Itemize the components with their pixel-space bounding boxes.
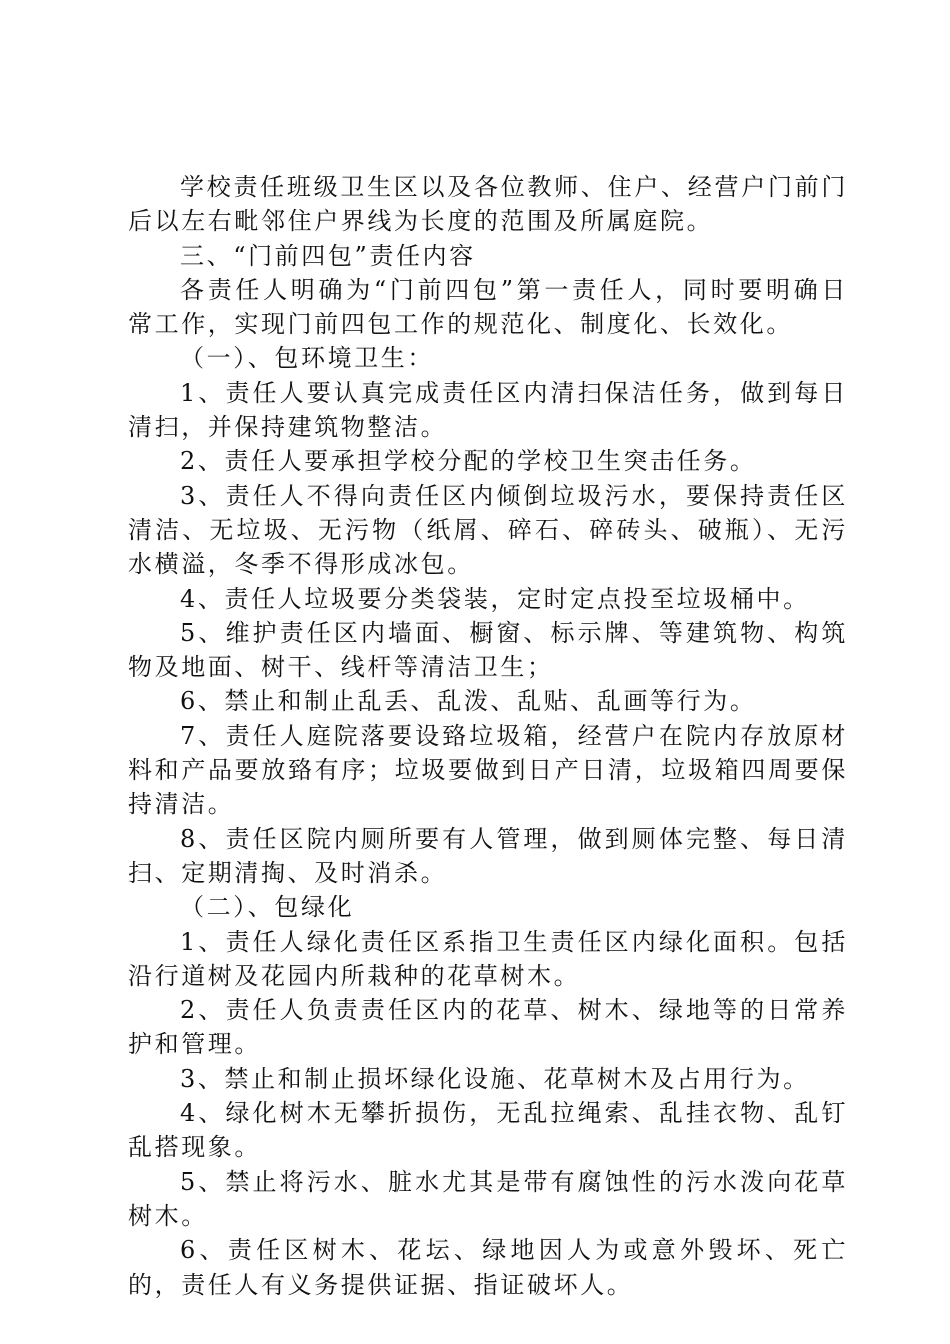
- list-item: 2、责任人负责责任区内的花草、树木、绿地等的日常养护和管理。: [128, 996, 848, 1059]
- list-item: 1、责任人要认真完成责任区内清扫保洁任务，做到每日清扫，并保持建筑物整洁。: [128, 378, 848, 442]
- subsection-heading-2: （二）、包绿化: [180, 893, 355, 922]
- list-item: 3、责任人不得向责任区内倾倒垃圾污水，要保持责任区清洁、无垃圾、无污物（纸屑、碎石、碎砖头、破瓶）、无污水横溢，冬季不得形成冰包。: [128, 481, 848, 579]
- paragraph-intro: 各责任人明确为“门前四包”第一责任人，同时要明确日常工作，实现门前四包工作的规范化、制度化、长效化。: [128, 275, 848, 339]
- subsection-heading-1: （一）、包环境卫生：: [180, 344, 434, 373]
- list-item: 6、禁止和制止乱丢、乱泼、乱贴、乱画等行为。: [180, 687, 757, 716]
- document-body: [128, 170, 848, 1302]
- list-item: 4、绿化树木无攀折损伤，无乱拉绳索、乱挂衣物、乱钉乱搭现象。: [128, 1099, 848, 1162]
- list-item: 3、禁止和制止损坏绿化设施、花草树木及占用行为。: [180, 1064, 810, 1093]
- list-item: 7、责任人庭院落要设臵垃圾箱，经营户在院内存放原材料和产品要放臵有序；垃圾要做到日产日清，垃圾箱四周要保持清洁。: [128, 721, 848, 819]
- list-item: 2、责任人要承担学校分配的学校卫生突击任务。: [180, 447, 757, 476]
- list-item: 1、责任人绿化责任区系指卫生责任区内绿化面积。包括沿行道树及花园内所栽种的花草树木。: [128, 927, 848, 990]
- section-heading-3: 三、“门前四包”责任内容: [180, 241, 476, 270]
- list-item: 5、禁止将污水、脏水尤其是带有腐蚀性的污水泼向花草树木。: [128, 1167, 848, 1230]
- list-item: 6、责任区树木、花坛、绿地因人为或意外毁坏、死亡的，责任人有义务提供证据、指证破坏人。: [128, 1236, 848, 1299]
- list-item: 4、责任人垃圾要分类袋装，定时定点投至垃圾桶中。: [180, 584, 810, 613]
- paragraph-scope: 学校责任班级卫生区以及各位教师、住户、经营户门前门后以左右毗邻住户界线为长度的范围及所属庭院。: [128, 173, 848, 236]
- list-item: 8、责任区院内厕所要有人管理，做到厕体完整、每日清扫、定期清掏、及时消杀。: [128, 824, 848, 887]
- list-item: 5、维护责任区内墙面、橱窗、标示牌、等建筑物、构筑物及地面、树干、线杆等清洁卫生；: [128, 618, 848, 682]
